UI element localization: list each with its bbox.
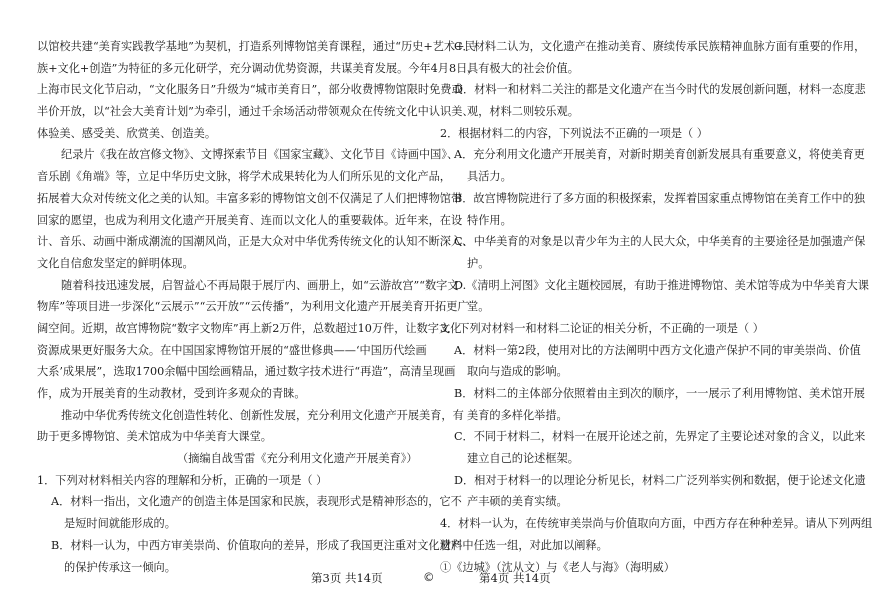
text-line: 特作用。	[467, 213, 512, 227]
text-line: 堂。	[467, 300, 490, 314]
text-line: 具活力。	[467, 170, 512, 184]
text-line: 1．下列对材料相关内容的理解和分析，正确的一项是（ ）	[37, 473, 328, 487]
text-line: 回家的愿望，也成为利用文化遗产开展美育、连而以文化人的重要载体。近年来，在设	[37, 213, 463, 227]
text-line: A．材料一指出，文化遗产的创造主体是国家和民族，表现形式是精神形态的，它不	[51, 495, 462, 509]
text-line: （摘编自战雪雷《充分利用文化遗产开展美育》）	[177, 452, 418, 466]
text-line: 文化自信愈发坚定的鲜明体现。	[37, 256, 194, 270]
text-line: D．材料一和材料二关注的都是文化遗产在当今时代的发展创新问题，材料一态度悲	[454, 83, 866, 97]
text-line: D.《清明上河图》文化主题校园展，有助于推进博物馆、美术馆等成为中华美育大课	[454, 278, 869, 292]
right-column	[440, 36, 872, 578]
text-line: B．材料一认为，中西方审美崇尚、价值取向的差异，形成了我国更注重对文化遗产	[51, 538, 462, 552]
text-line: 助于更多博物馆、美术馆成为中华美育大课堂。	[37, 430, 272, 444]
left-column	[37, 36, 479, 578]
text-line: 的保护传承这一倾向。	[64, 560, 176, 574]
text-line: 物库”等项目进一步深化“云展示”“云开放”“云传播”，为利用文化遗产开展美育开拓更广	[37, 300, 469, 314]
text-line: 美育的多样化举措。	[467, 408, 568, 422]
text-line: 体验美、感受美、欣赏美、创造美。	[37, 126, 217, 140]
text-line: 纪录片《我在故宫修文物》、文博探索节目《国家宝藏》、文化节目《诗画中国》、	[61, 148, 459, 162]
text-line: 音乐剧《角端》等，立足中华历史文脉，将学术成果转化为人们所乐见的文化产品，	[37, 170, 451, 184]
text-line: 取向与造成的影响。	[467, 365, 568, 379]
text-line: 推动中华优秀传统文化创造性转化、创新性发展，充分利用文化遗产开展美育，有	[61, 408, 464, 422]
text-line: 资源成果更好服务大众。在中国国家博物馆开展的“盛世修典——‘中国历代绘画	[37, 343, 427, 357]
text-line: 上海市民文化节启动，“文化服务日”升级为“城市美育日”，部分收费博物馆限时免费或	[37, 83, 463, 97]
text-line: 产丰硕的美育实绩。	[467, 495, 568, 509]
text-line: 计、音乐、动画中渐成潮流的国潮风尚，正是大众对中华优秀传统文化的认知不断深入、	[37, 235, 474, 249]
text-line: 大系’成果展”，选取1700余幅中国绘画精品，通过数字技术进行“再造”，高清呈现画	[37, 365, 456, 379]
text-line: 阔空间。近期，故宫博物院“数字文物库”再上新2万件，总数超过10万件，让数字文化	[37, 321, 462, 335]
text-line: 护。	[467, 256, 490, 270]
text-line: 材料中任选一组，对此加以阐释。	[440, 538, 608, 552]
text-line: 半价开放，以“社会大美育计划”为牵引，通过千余场活动带领观众在传统文化中认识美、	[37, 105, 474, 119]
left-page-number: 第3页 共14页	[311, 571, 383, 585]
text-line: 4．材料一认为，在传统审美崇尚与价值取向方面，中西方存在种种差异。请从下列两组	[440, 517, 872, 531]
text-line: 以馆校共建“美育实践教学基地”为契机，打造系列博物馆美育课程，通过“历史+艺术+民	[37, 40, 476, 53]
text-line: 具有极大的社会价值。	[467, 61, 579, 75]
text-line: A．充分利用文化遗产开展美育，对新时期美育创新发展具有重要意义，将使美育更	[454, 148, 865, 162]
text-line: 是短时间就能形成的。	[64, 517, 176, 531]
text-line: 建立自己的论述框架。	[467, 452, 579, 466]
text-line: B．材料二的主体部分依照着由主到次的顺序，一一展示了利用博物馆、美术馆开展	[454, 387, 865, 400]
right-page-number: 第4页 共14页	[479, 571, 551, 585]
text-line: 3．下列对材料一和材料二论证的相关分析，不正确的一项是（ ）	[440, 321, 764, 335]
text-line: B．故宫博物院进行了多方面的积极探索，发挥着国家重点博物馆在美育工作中的独	[454, 191, 865, 205]
text-line: ①《边城》（沈从文）与《老人与海》（海明威）	[440, 560, 675, 574]
text-line: A．材料一第2段，使用对比的方法阐明中西方文化遗产保护不同的审美崇尚、价值	[454, 343, 861, 357]
text-line: 随着科技迅速发展，启智益心不再局限于展厅内、画册上，如“云游故宫”“数字文	[61, 278, 459, 292]
text-line: 族+文化+创造”为特征的多元化研学，充分调动优势资源，共谋美育发展。今年4月8日，	[37, 61, 479, 75]
copyright-symbol: ©	[423, 570, 435, 584]
text-line: 观，材料二则较乐观。	[467, 105, 579, 119]
text-line: 拓展着大众对传统文化之美的认知。丰富多彩的博物馆文创不仅满足了人们把博物馆带	[37, 191, 463, 205]
text-line: D．相对于材料一的以理论分析见长，材料二广泛列举实例和数据，便于论述文化遗	[454, 473, 866, 487]
text-line: 作，成为开展美育的生动教材，受到许多观众的青睐。	[37, 387, 306, 400]
text-line: 2．根据材料二的内容，下列说法不正确的一项是（ ）	[440, 126, 708, 140]
text-line: C．不同于材料二，材料一在展开论述之前，先界定了主要论述对象的含义，以此来	[454, 430, 866, 444]
page-footer	[0, 570, 860, 594]
text-line: C．材料二认为，文化遗产在推动美育、赓续传承民族精神血脉方面有重要的作用，	[454, 40, 866, 53]
text-line: C．中华美育的对象是以青少年为主的人民大众，中华美育的主要途径是加强遗产保	[454, 235, 866, 249]
